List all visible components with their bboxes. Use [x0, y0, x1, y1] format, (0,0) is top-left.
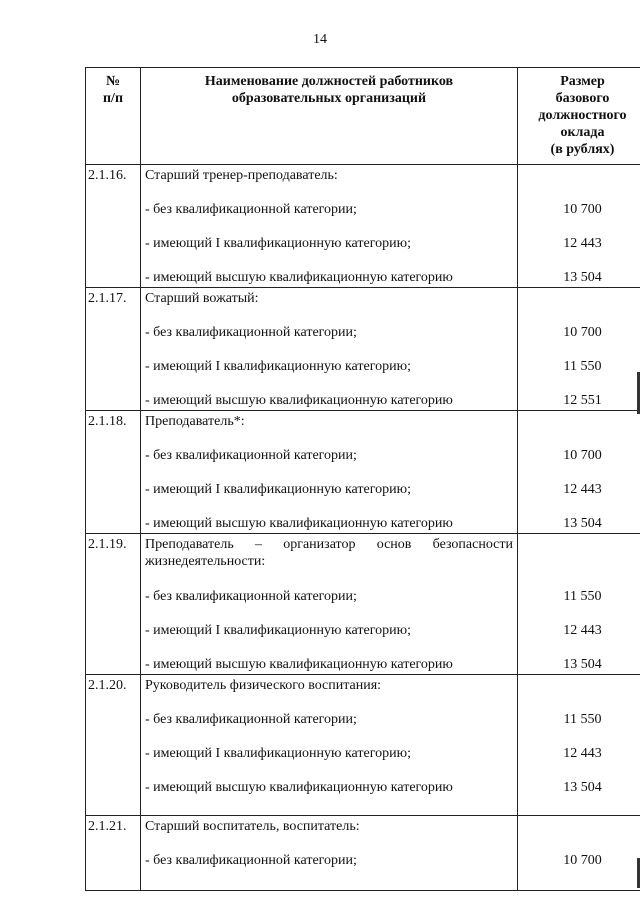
category-label: - имеющий I квалификационную категорию; [145, 746, 411, 761]
salary-cell [518, 411, 640, 534]
salary-spacer [522, 288, 640, 308]
category-label: - без квалификационной категории; [145, 712, 357, 727]
row-number: 2.1.17. [86, 288, 141, 411]
table-row [86, 411, 640, 534]
row-number: 2.1.21. [86, 816, 141, 891]
salary-cell [518, 165, 640, 288]
salary-spacer [522, 534, 640, 572]
category-label: - имеющий высшую квалификационную категорию [145, 270, 453, 285]
salary-spacer [522, 816, 640, 836]
salary-cell [518, 534, 640, 675]
salary-value: 10 700 [563, 202, 602, 217]
salary-value: 11 550 [563, 359, 602, 374]
position-title: Старший тренер-преподаватель: [145, 168, 338, 183]
category-label: - без квалификационной категории; [145, 325, 357, 340]
salary-value: 12 443 [563, 482, 602, 497]
salary-value: 10 700 [563, 448, 602, 463]
row-number: 2.1.18. [86, 411, 141, 534]
salary-spacer [522, 675, 640, 695]
header-position-name: Наименование должностей работников образовательных организаций [141, 68, 518, 165]
category-label: - без квалификационной категории; [145, 853, 357, 868]
salary-value: 12 443 [563, 623, 602, 638]
position-cell [141, 816, 518, 891]
salary-spacer [522, 165, 640, 185]
table-row [86, 165, 640, 288]
salary-value: 12 443 [563, 236, 602, 251]
table-row [86, 534, 640, 675]
table-body [86, 165, 640, 891]
salary-value: 12 551 [563, 393, 602, 408]
salary-value: 10 700 [563, 853, 602, 868]
category-label: - имеющий I квалификационную категорию; [145, 623, 411, 638]
table-row [86, 816, 640, 891]
category-label: - имеющий высшую квалификационную категорию [145, 516, 453, 531]
salary-value: 11 550 [563, 589, 602, 604]
position-cell [141, 675, 518, 816]
position-title: Руководитель физического воспитания: [145, 678, 382, 693]
position-title: Старший воспитатель, воспитатель: [145, 819, 360, 834]
salary-value: 13 504 [563, 270, 602, 285]
position-title: Преподаватель*: [145, 414, 245, 429]
position-cell [141, 411, 518, 534]
salary-value: 13 504 [563, 657, 602, 672]
category-label: - имеющий высшую квалификационную категорию [145, 393, 453, 408]
salary-cell [518, 816, 640, 891]
page-number: 14 [313, 32, 327, 47]
salary-cell [518, 288, 640, 411]
salary-spacer [522, 411, 640, 431]
position-title: Преподаватель – организатор основ безопасности жизнедеятельности: [145, 537, 513, 569]
salary-value: 13 504 [563, 780, 602, 795]
salary-value: 12 443 [563, 746, 602, 761]
position-title: Старший вожатый: [145, 291, 259, 306]
category-label: - имеющий высшую квалификационную категорию [145, 657, 453, 672]
table-row [86, 288, 640, 411]
salary-value: 13 504 [563, 516, 602, 531]
row-number: 2.1.20. [86, 675, 141, 816]
category-label: - без квалификационной категории; [145, 589, 357, 604]
header-salary: Размер базового должностного оклада (в рублях) [518, 68, 640, 165]
category-label: - без квалификационной категории; [145, 202, 357, 217]
salary-table [85, 67, 640, 891]
category-label: - без квалификационной категории; [145, 448, 357, 463]
table-header-row [86, 68, 640, 165]
category-label: - имеющий I квалификационную категорию; [145, 236, 411, 251]
header-num: № п/п [86, 68, 141, 165]
position-cell [141, 165, 518, 288]
row-number: 2.1.19. [86, 534, 141, 675]
salary-cell [518, 675, 640, 816]
position-cell [141, 534, 518, 675]
category-label: - имеющий I квалификационную категорию; [145, 482, 411, 497]
salary-value: 10 700 [563, 325, 602, 340]
category-label: - имеющий I квалификационную категорию; [145, 359, 411, 374]
position-cell [141, 288, 518, 411]
salary-value: 11 550 [563, 712, 602, 727]
row-number: 2.1.16. [86, 165, 141, 288]
category-label: - имеющий высшую квалификационную категорию [145, 780, 453, 795]
table-row [86, 675, 640, 816]
